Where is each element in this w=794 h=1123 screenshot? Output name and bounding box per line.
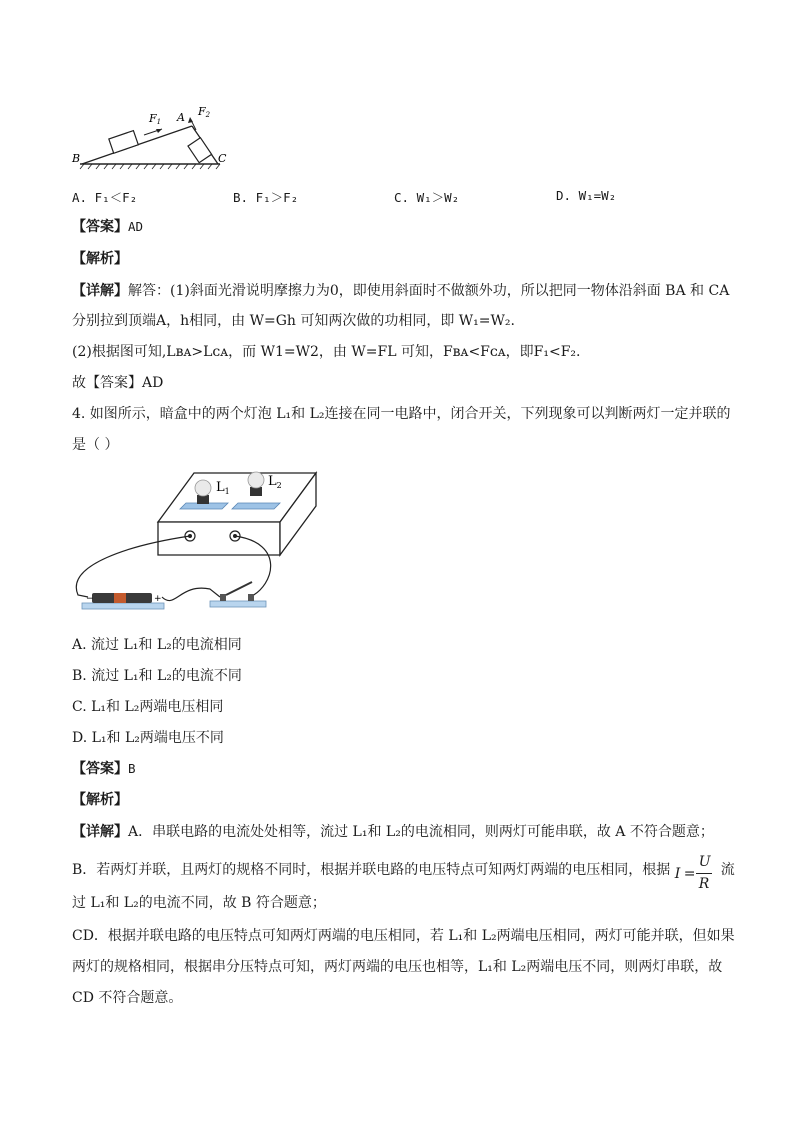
- q4-option-d: D. L₁和 L₂两端电压不同: [72, 730, 224, 746]
- incline-figure: [70, 100, 240, 172]
- q4-option-c: C. L₁和 L₂两端电压相同: [72, 699, 224, 715]
- q3-final-answer: 故【答案】AD: [72, 375, 164, 391]
- label-a: A: [177, 111, 185, 124]
- battery-plus: +: [154, 594, 162, 604]
- q3-detail-1b: 分别拉到顶端A，h相同，由 W=Gh 可知两次做的功相同，即 W₁=W₂.: [72, 313, 515, 329]
- label-b: B: [72, 152, 81, 165]
- circuit-box-figure: [70, 465, 330, 615]
- q4-option-a: A. 流过 L₁和 L₂的电流相同: [72, 637, 242, 653]
- q4-detail-cd-line3: CD 不符合题意。: [72, 990, 183, 1006]
- label-l1: $L_1$: [216, 480, 230, 496]
- q4-analysis-tag: 【解析】: [72, 792, 128, 808]
- q4-option-b: B. 流过 L₁和 L₂的电流不同: [72, 668, 242, 684]
- label-l2: $L_2$: [268, 474, 282, 490]
- switch: [210, 582, 266, 607]
- q3-option-d: D. W₁=W₂: [556, 188, 617, 203]
- label-f2: F2: [198, 105, 211, 119]
- wire-middle: [162, 588, 220, 600]
- q4-detail-b-line1: B．若两灯并联，且两灯的规格不同时，根据并联电路的电压特点可知两灯两端的电压相同，根据 I = U R 流: [72, 854, 735, 892]
- arrow-f2-head: [188, 117, 193, 123]
- q3-option-b: B. F₁＞F₂: [233, 190, 299, 205]
- q4-stem-line1: 4. 如图所示，暗盒中的两个灯泡 L₁和 L₂连接在同一电路中，闭合开关，下列现象可以判断两灯一定并联的: [72, 406, 731, 422]
- q3-option-a: A. F₁＜F₂: [72, 190, 138, 205]
- q3-detail-1a: 【详解】解答：(1)斜面光滑说明摩擦力为0，即使用斜面时不做额外功，所以把同一物体沿斜面 BA 和 CA: [72, 283, 730, 299]
- q3-option-c: C. W₁＞W₂: [394, 190, 460, 205]
- q3-answer: 【答案】AD: [72, 219, 144, 235]
- q4-detail-cd-line2: 两灯的规格相同，根据串分压特点可知，两灯两端的电压也相等，L₁和 L₂两端电压不同，则两灯串联，故: [72, 959, 723, 975]
- q4-detail-cd-line1: CD．根据并联电路的电压特点可知两灯两端的电压相同，若 L₁和 L₂两端电压相同，两灯可能并联，但如果: [72, 928, 735, 944]
- label-c: C: [218, 152, 227, 165]
- battery-minus: −: [86, 594, 94, 604]
- formula-i-equals-u-over-r: I = U R: [674, 854, 711, 892]
- label-f1: F1: [149, 112, 162, 126]
- block-on-ba: [109, 131, 138, 154]
- block-on-ca: [188, 138, 212, 163]
- q4-detail-a: 【详解】A．串联电路的电流处处相等，流过 L₁和 L₂的电流相同，则两灯可能串联，故 A 不符合题意；: [72, 824, 714, 840]
- q3-detail-2: (2)根据图可知,Lʙᴀ>Lᴄᴀ，而 W1=W2，由 W=FL 可知，Fʙᴀ<Fᴄᴀ，即F₁<F₂.: [72, 344, 581, 360]
- q4-detail-b-line2: 过 L₁和 L₂的电流不同，故 B 符合题意；: [72, 895, 326, 911]
- q4-answer: 【答案】B: [72, 761, 136, 777]
- q3-analysis-tag: 【解析】: [72, 251, 128, 267]
- battery: [82, 593, 164, 609]
- q4-stem-line2: 是（ ）: [72, 437, 119, 453]
